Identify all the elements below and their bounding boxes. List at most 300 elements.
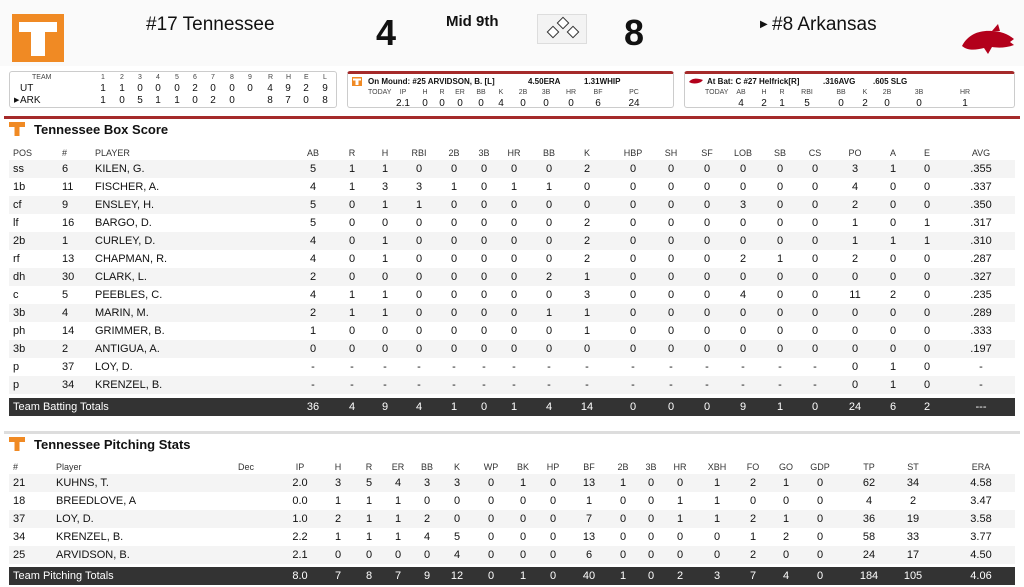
totals-cell: 1 (619, 570, 627, 582)
box-cell: 0 (811, 289, 819, 301)
box-cell: 0 (667, 199, 675, 211)
box-cell: 0 (545, 217, 553, 229)
box-cell: 0 (415, 271, 423, 283)
batter-stat-label: HR (959, 89, 971, 96)
pitching-cell: 0 (487, 495, 495, 507)
totals-cell: 0 (816, 570, 824, 582)
home-score: 8 (624, 12, 645, 53)
batter-avg: .316AVG (823, 77, 856, 86)
pitching-cell: 1 (676, 513, 684, 525)
pitching-cell: 1 (334, 531, 342, 543)
totals-cell: 40 (582, 570, 596, 582)
box-header-ab: AB (306, 148, 320, 158)
box-cell: 3 (851, 163, 859, 175)
totals-cell: 9 (423, 570, 431, 582)
box-header-a: A (889, 148, 897, 158)
box-cell: 1 (348, 181, 356, 193)
box-header-avg: AVG (971, 148, 991, 158)
pitching-header-era: ERA (971, 462, 991, 472)
linescore-cell: 0 (247, 83, 253, 94)
batter-row (9, 250, 1015, 268)
linescore-cell: 0 (155, 83, 161, 94)
pitching-cell: 36 (862, 513, 876, 525)
totals-cell: 14 (580, 401, 594, 413)
box-cell: .235 (970, 289, 992, 301)
pitching-cell: 0 (749, 495, 757, 507)
box-cell: 0 (450, 325, 458, 337)
box-header-hr: HR (507, 148, 521, 158)
box-cell: 0 (739, 163, 747, 175)
pitching-cell: 7 (585, 513, 593, 525)
box-cell: GRIMMER, B. (95, 325, 165, 337)
totals-cell: 1 (510, 401, 518, 413)
inning-status: Mid 9th (446, 13, 499, 30)
totals-cell: 0 (667, 401, 675, 413)
pitcher-stat-label: R (439, 89, 445, 96)
linescore-header-team: TEAM (32, 74, 52, 81)
box-cell: 1 (381, 253, 389, 265)
box-cell: 3 (415, 181, 423, 193)
pitcher-stat-label: IP (399, 89, 407, 96)
box-cell: 3 (583, 289, 591, 301)
box-cell: cf (13, 199, 22, 211)
batter-row (9, 304, 1015, 322)
pitching-cell: 34 (906, 477, 920, 489)
box-cell: KRENZEL, B. (95, 379, 163, 391)
box-cell: 4 (62, 307, 69, 319)
pitching-cell: 4 (865, 495, 873, 507)
box-cell: 2 (851, 199, 859, 211)
box-cell: 0 (776, 181, 784, 193)
linescore-cell: 1 (174, 95, 180, 106)
pitching-cell: 3 (334, 477, 342, 489)
box-cell: 0 (629, 199, 637, 211)
box-cell: - (350, 361, 354, 373)
box-cell: 0 (381, 343, 389, 355)
box-cell: - (705, 379, 709, 391)
box-cell: 0 (923, 325, 931, 337)
box-cell: 0 (480, 289, 488, 301)
box-cell: 0 (629, 235, 637, 247)
box-cell: 0 (629, 181, 637, 193)
pitching-cell: 0 (334, 549, 342, 561)
pitching-cell: 5 (453, 531, 461, 543)
pitching-cell: 1 (394, 495, 402, 507)
box-header-3b: 3B (478, 148, 490, 158)
pitching-cell: 13 (582, 477, 596, 489)
box-cell: 0 (811, 181, 819, 193)
box-cell: ANTIGUA, A. (95, 343, 160, 355)
linescore-cell: 0 (229, 83, 235, 94)
box-cell: 0 (703, 307, 711, 319)
inning-label: 8 (230, 74, 234, 81)
pitcher-row (9, 546, 1015, 564)
pitching-cell: 0 (519, 549, 527, 561)
box-cell: 0 (629, 289, 637, 301)
box-cell: ss (13, 163, 24, 175)
box-cell: 0 (415, 289, 423, 301)
box-cell: 0 (480, 271, 488, 283)
box-cell: 0 (776, 199, 784, 211)
batter-row (9, 232, 1015, 250)
pitcher-stat-value: 0 (543, 98, 549, 109)
box-cell: 1 (851, 235, 859, 247)
batter-stat-value: 5 (804, 98, 810, 109)
pitching-cell: 25 (13, 549, 26, 561)
box-cell: 0 (510, 271, 518, 283)
box-cell: - (585, 361, 589, 373)
box-header-2b: 2B (448, 148, 460, 158)
batter-stat-value: 2 (761, 98, 767, 109)
batter-row (9, 196, 1015, 214)
box-cell: - (383, 379, 387, 391)
batter-stat-value: 0 (884, 98, 890, 109)
pitching-totals-row (9, 567, 1015, 585)
totals-cell: 4 (415, 401, 423, 413)
box-cell: 0 (667, 289, 675, 301)
box-cell: 0 (889, 181, 897, 193)
box-cell: 1 (510, 181, 518, 193)
box-cell: 4 (309, 181, 317, 193)
box-cell: 0 (811, 235, 819, 247)
box-cell: 4 (309, 289, 317, 301)
box-cell: 1 (889, 235, 897, 247)
pitching-cell: 0 (549, 549, 557, 561)
box-cell: 0 (415, 343, 423, 355)
box-cell: 0 (583, 181, 591, 193)
box-cell: 0 (889, 253, 897, 265)
box-header-r: R (348, 148, 356, 158)
totals-cell: 0 (549, 570, 557, 582)
box-cell: 0 (629, 343, 637, 355)
box-cell: 5 (309, 163, 317, 175)
box-cell: 2 (583, 235, 591, 247)
linescore-cell: 0 (303, 95, 309, 106)
pitching-cell: 0 (816, 513, 824, 525)
pitching-cell: 0 (423, 495, 431, 507)
box-cell: 0 (348, 199, 356, 211)
box-cell: 0 (629, 325, 637, 337)
box-cell: 1 (348, 289, 356, 301)
box-cell: 1 (381, 235, 389, 247)
box-cell: 0 (450, 289, 458, 301)
pitching-header-hr: HR (673, 462, 687, 472)
box-cell: 0 (415, 325, 423, 337)
pitching-cell: 0 (519, 531, 527, 543)
linescore-cell: 1 (119, 83, 125, 94)
pitching-cell: 1 (585, 495, 593, 507)
pitching-cell: 17 (906, 549, 920, 561)
box-cell: 0 (703, 235, 711, 247)
pitcher-stat-value: 2.1 (396, 98, 410, 109)
pitching-cell: 13 (582, 531, 596, 543)
pitching-cell: 2 (749, 549, 757, 561)
pitching-cell: 0 (676, 531, 684, 543)
box-cell: - (311, 379, 315, 391)
pitching-header-hp: HP (546, 462, 560, 472)
batter-row (9, 340, 1015, 358)
box-cell: 0 (811, 343, 819, 355)
box-cell: 0 (348, 271, 356, 283)
scoreboard-header (0, 0, 1024, 66)
pitching-cell: 2 (782, 531, 790, 543)
box-cell: 0 (667, 325, 675, 337)
batter-row (9, 376, 1015, 394)
box-cell: 0 (450, 271, 458, 283)
box-cell: 0 (545, 235, 553, 247)
box-cell: 0 (776, 289, 784, 301)
box-cell: 0 (450, 307, 458, 319)
pitching-cell: 0 (549, 513, 557, 525)
pitching-cell: KRENZEL, B. (56, 531, 124, 543)
pitching-cell: 0 (619, 513, 627, 525)
pitching-header-h: H (334, 462, 342, 472)
pitching-cell: 0 (453, 495, 461, 507)
box-cell: 30 (62, 271, 75, 283)
box-cell: 0 (776, 343, 784, 355)
pitcher-stat-value: 0 (478, 98, 484, 109)
linescore-cell: 4 (267, 83, 273, 94)
inning-label: 9 (248, 74, 252, 81)
box-cell: 0 (923, 271, 931, 283)
box-cell: 13 (62, 253, 75, 265)
box-cell: - (979, 379, 983, 391)
totals-cell: 0 (811, 401, 819, 413)
batter-stat-value: 1 (962, 98, 968, 109)
box-cell: 1b (13, 181, 26, 193)
box-cell: - (383, 361, 387, 373)
box-cell: 0 (667, 343, 675, 355)
inning-label: 5 (175, 74, 179, 81)
box-cell: lf (13, 217, 19, 229)
box-cell: 0 (545, 163, 553, 175)
box-cell: 4 (851, 181, 859, 193)
box-cell: .337 (970, 181, 992, 193)
box-cell: 0 (381, 325, 389, 337)
pitcher-stat-value: 4 (498, 98, 504, 109)
pitching-cell: 4 (453, 549, 461, 561)
box-cell: 0 (923, 199, 931, 211)
pitching-cell: 2 (749, 513, 757, 525)
box-cell: 0 (923, 361, 931, 373)
box-cell: PEEBLES, C. (95, 289, 163, 301)
box-cell: 0 (739, 325, 747, 337)
box-cell: 0 (415, 253, 423, 265)
pitching-cell: 62 (862, 477, 876, 489)
box-cell: - (741, 361, 745, 373)
box-cell: - (631, 361, 635, 373)
box-header-cs: CS (808, 148, 822, 158)
totals-cell: 7 (394, 570, 402, 582)
box-cell: LOY, D. (95, 361, 133, 373)
box-cell: 3b (13, 307, 26, 319)
pitcher-stat-value: 24 (628, 98, 640, 109)
away-team-name: #17 Tennessee (146, 14, 275, 35)
linescore-team: ARK (20, 95, 41, 106)
box-cell: 11 (62, 181, 74, 193)
box-cell: 2 (545, 271, 553, 283)
box-header-bb: BB (542, 148, 556, 158)
tennessee-section-icon (8, 436, 26, 452)
pitcher-stat-value: 0 (568, 98, 574, 109)
errors-label: E (304, 74, 309, 81)
box-cell: 0 (923, 307, 931, 319)
box-cell: 0 (480, 325, 488, 337)
box-cell: FISCHER, A. (95, 181, 160, 193)
pitching-cell: 0 (487, 531, 495, 543)
totals-cell: 12 (450, 570, 464, 582)
pitcher-stat-value: 0 (439, 98, 445, 109)
box-cell: 0 (703, 217, 711, 229)
totals-cell: Team Batting Totals (13, 401, 109, 413)
pitcher-stat-value: 0 (520, 98, 526, 109)
box-cell: 0 (545, 343, 553, 355)
box-cell: 0 (381, 271, 389, 283)
pitcher-stat-label: TODAY (368, 89, 392, 96)
box-cell: 0 (510, 307, 518, 319)
pitching-cell: 18 (13, 495, 26, 507)
box-cell: .287 (970, 253, 992, 265)
inning-label: 3 (138, 74, 142, 81)
box-cell: CURLEY, D. (95, 235, 156, 247)
batting-arrow-icon: ▶ (760, 19, 768, 30)
box-cell: 2b (13, 235, 26, 247)
box-cell: dh (13, 271, 26, 283)
box-header-sh: SH (664, 148, 678, 158)
box-cell: 5 (309, 199, 317, 211)
pitching-cell: 0 (647, 513, 655, 525)
box-cell: - (631, 379, 635, 391)
box-cell: 0 (480, 217, 488, 229)
box-cell: 1 (348, 163, 356, 175)
pitching-cell: 1.0 (292, 513, 308, 525)
totals-cell: 8 (365, 570, 373, 582)
box-cell: 2 (309, 307, 317, 319)
box-cell: 4 (309, 253, 317, 265)
box-cell: 1 (923, 217, 931, 229)
pitching-cell: 2 (423, 513, 431, 525)
pitching-cell: 19 (906, 513, 920, 525)
batter-row (9, 214, 1015, 232)
box-cell: 0 (703, 289, 711, 301)
box-cell: 9 (62, 199, 69, 211)
pitching-cell: 3 (423, 477, 431, 489)
box-cell: 5 (62, 289, 69, 301)
batter-stat-value: 1 (779, 98, 785, 109)
inning-label: 6 (193, 74, 197, 81)
batter-stat-label: K (862, 89, 868, 96)
batter-slg: .605 SLG (873, 77, 908, 86)
box-cell: 0 (889, 325, 897, 337)
box-cell: 0 (545, 325, 553, 337)
batter-stat-label: TODAY (705, 89, 729, 96)
pitching-cell: 1 (749, 531, 757, 543)
totals-cell: 2 (676, 570, 684, 582)
box-cell: CHAPMAN, R. (95, 253, 168, 265)
box-cell: p (13, 379, 20, 391)
box-cell: 1 (923, 235, 931, 247)
pitcher-era: 4.50ERA (528, 77, 561, 86)
box-cell: 0 (450, 163, 458, 175)
box-cell: 0 (776, 163, 784, 175)
pitcher-stat-label: 2B (518, 89, 528, 96)
box-cell: 0 (450, 253, 458, 265)
box-cell: 0 (510, 325, 518, 337)
pitcher-row (9, 492, 1015, 510)
box-header-sf: SF (701, 148, 713, 158)
pitching-stats-title: Tennessee Pitching Stats (34, 437, 191, 452)
batting-totals-row (9, 398, 1015, 416)
pitching-cell: 1 (519, 477, 527, 489)
pitcher-stat-value: 0 (422, 98, 428, 109)
box-cell: 0 (480, 163, 488, 175)
box-cell: 1 (545, 307, 553, 319)
box-cell: 0 (348, 235, 356, 247)
box-cell: 0 (703, 199, 711, 211)
section-divider (4, 116, 1020, 119)
pitching-header-bb: BB (420, 462, 434, 472)
box-cell: 0 (889, 307, 897, 319)
box-cell: - (813, 379, 817, 391)
pitcher-stat-label: BF (593, 89, 603, 96)
totals-cell: 9 (381, 401, 389, 413)
box-cell: 0 (851, 325, 859, 337)
totals-cell: 8.0 (292, 570, 308, 582)
box-cell: 0 (629, 217, 637, 229)
totals-cell: 9 (739, 401, 747, 413)
box-cell: 0 (450, 199, 458, 211)
box-cell: - (778, 379, 782, 391)
pitching-cell: 1 (676, 495, 684, 507)
batter-stat-label: 2B (882, 89, 892, 96)
box-cell: - (417, 361, 421, 373)
linescore-cell: 1 (155, 95, 161, 106)
home-team-name: #8 Arkansas (772, 14, 877, 35)
pitching-cell: 0 (487, 549, 495, 561)
pitching-cell: 2.2 (292, 531, 308, 543)
box-cell: 0 (381, 217, 389, 229)
pitcher-row (9, 474, 1015, 492)
pitching-cell: 1 (394, 531, 402, 543)
box-cell: 0 (545, 199, 553, 211)
box-cell: 0 (811, 325, 819, 337)
totals-cell: Team Pitching Totals (13, 570, 114, 582)
box-cell: 0 (510, 235, 518, 247)
pitching-header-wp: WP (483, 462, 499, 472)
box-cell: 0 (583, 199, 591, 211)
pitching-cell: 2 (749, 477, 757, 489)
razorback-small-icon (689, 77, 703, 85)
box-cell: 16 (62, 217, 75, 229)
totals-cell: 7 (334, 570, 342, 582)
box-header-h: H (381, 148, 389, 158)
box-cell: 0 (510, 163, 518, 175)
box-cell: 2 (739, 253, 747, 265)
box-cell: 0 (703, 325, 711, 337)
pitching-header-2b: 2B (617, 462, 629, 472)
pitching-cell: 1 (713, 513, 721, 525)
box-cell: 2 (583, 163, 591, 175)
pitching-cell: 0 (619, 531, 627, 543)
away-score: 4 (376, 12, 397, 53)
box-cell: 0 (923, 253, 931, 265)
box-cell: - (482, 361, 486, 373)
box-cell: - (979, 361, 983, 373)
box-score-title: Tennessee Box Score (34, 122, 169, 137)
box-cell: 0 (703, 271, 711, 283)
box-cell: 0 (348, 217, 356, 229)
pitching-cell: 0 (619, 549, 627, 561)
